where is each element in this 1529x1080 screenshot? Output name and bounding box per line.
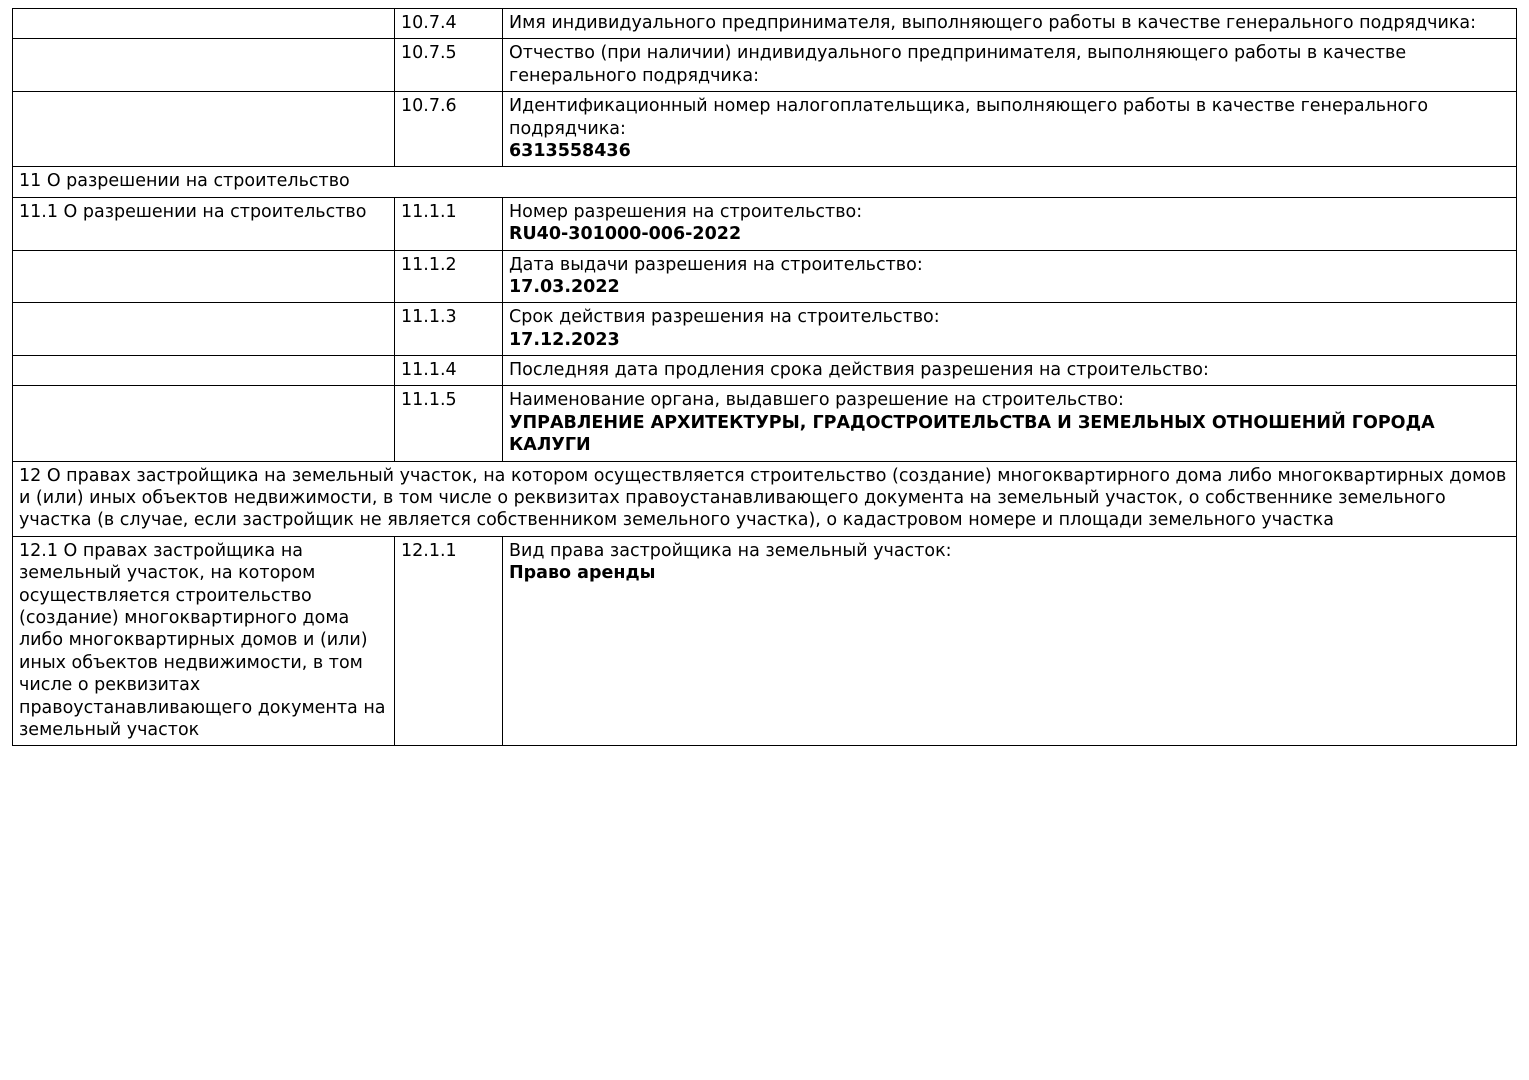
row-content: [503, 536, 1517, 746]
field-label: Вид права застройщика на земельный участок:: [509, 540, 952, 561]
row-number: 12.1.1: [395, 536, 503, 746]
table-row: [13, 39, 1517, 92]
row-group-label: [13, 250, 395, 303]
row-number: 11.1.1: [395, 197, 503, 250]
row-content: [503, 303, 1517, 356]
row-content: [503, 9, 1517, 39]
row-number: 10.7.6: [395, 92, 503, 167]
row-content: [503, 250, 1517, 303]
field-value: 17.12.2023: [509, 329, 620, 350]
row-number: 10.7.4: [395, 9, 503, 39]
section-title: 12 О правах застройщика на земельный участок, на котором осуществляется строительство (создание) многоквартирного дома либо многоквартирных домов и (или) иных объектов недвижимости, в том числе о реквизитах правоустанавливающего документа на земельный участок, о собственнике земельного участка (в случае, если застройщик не является собственником земельного участка), о кадастровом номере и площади земельного участка: [13, 461, 1517, 536]
field-label: Номер разрешения на строительство:: [509, 201, 863, 222]
table-row: [13, 536, 1517, 746]
table-row: [13, 197, 1517, 250]
row-group-label: [13, 303, 395, 356]
row-group-label: [13, 39, 395, 92]
row-group-label: [13, 92, 395, 167]
field-value: 17.03.2022: [509, 276, 620, 297]
row-group-label: [13, 9, 395, 39]
field-value: 6313558436: [509, 140, 631, 161]
row-content: [503, 386, 1517, 461]
field-label: Идентификационный номер налогоплательщика, выполняющего работы в качестве генерального подрядчика:: [509, 96, 1429, 139]
row-group-label: [13, 386, 395, 461]
field-label: Имя индивидуального предпринимателя, выполняющего работы в качестве генерального подрядчика:: [509, 13, 1477, 33]
row-number: 10.7.5: [395, 39, 503, 92]
row-number: 11.1.4: [395, 356, 503, 386]
row-number: 11.1.5: [395, 386, 503, 461]
table-row: [13, 92, 1517, 167]
field-value: УПРАВЛЕНИЕ АРХИТЕКТУРЫ, ГРАДОСТРОИТЕЛЬСТВА И ЗЕМЕЛЬНЫХ ОТНОШЕНИЙ ГОРОДА КАЛУГИ: [509, 412, 1435, 456]
row-content: [503, 39, 1517, 92]
table-row: [13, 303, 1517, 356]
section-row: [13, 461, 1517, 536]
row-content: [503, 356, 1517, 386]
table-row: [13, 9, 1517, 39]
row-group-label: [13, 356, 395, 386]
field-label: Последняя дата продления срока действия разрешения на строительство:: [509, 360, 1209, 381]
row-number: 11.1.3: [395, 303, 503, 356]
row-content: [503, 197, 1517, 250]
row-number: 11.1.2: [395, 250, 503, 303]
field-label: Отчество (при наличии) индивидуального предпринимателя, выполняющего работы в качестве генерального подрядчика:: [509, 43, 1407, 86]
row-content: [503, 92, 1517, 167]
field-value: Право аренды: [509, 563, 656, 584]
row-group-label: 11.1 О разрешении на строительство: [13, 197, 395, 250]
row-group-label: 12.1 О правах застройщика на земельный участок, на котором осуществляется строительство (создание) многоквартирного дома либо многоквартирных домов и (или) иных объектов недвижимости, в том числе о реквизитах правоустанавливающего документа на земельный участок: [13, 536, 395, 746]
field-label: Срок действия разрешения на строительство:: [509, 307, 940, 328]
field-label: Дата выдачи разрешения на строительство:: [509, 254, 923, 275]
field-label: Наименование органа, выдавшего разрешение на строительство:: [509, 390, 1124, 411]
declaration-table: [12, 8, 1517, 746]
section-row: [13, 167, 1517, 197]
section-title: 11 О разрешении на строительство: [13, 167, 1517, 197]
table-row: [13, 356, 1517, 386]
table-row: [13, 250, 1517, 303]
table-row: [13, 386, 1517, 461]
field-value: RU40-301000-006-2022: [509, 224, 742, 245]
